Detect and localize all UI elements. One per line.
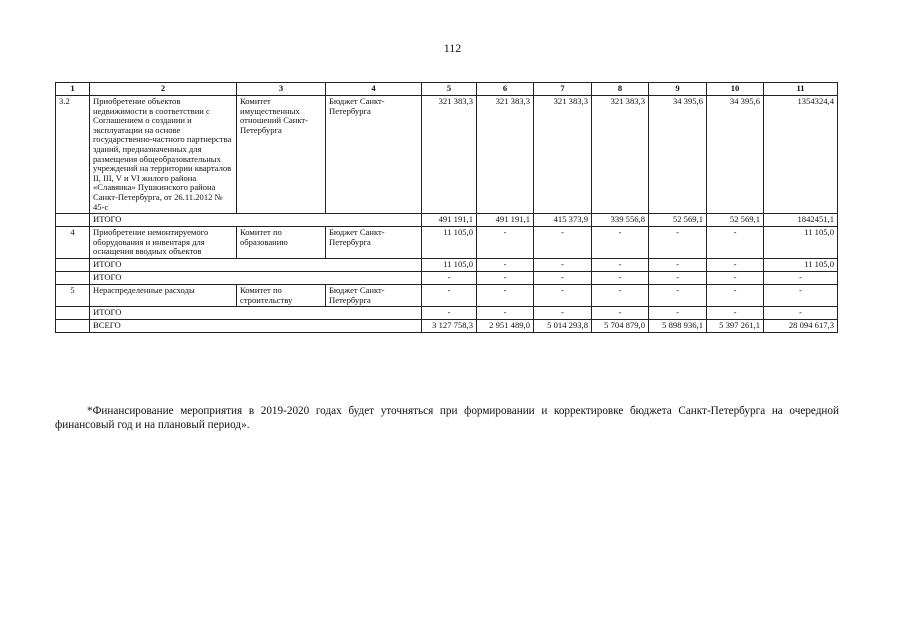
grand-total-label: ВСЕГО bbox=[90, 320, 422, 333]
table-row-total bbox=[56, 258, 838, 271]
row-number: 3.2 bbox=[56, 96, 90, 214]
value-cell: 5 704 879,0 bbox=[592, 320, 649, 333]
value-cell: - bbox=[649, 258, 707, 271]
value-cell: - bbox=[707, 271, 764, 284]
value-cell: - bbox=[649, 271, 707, 284]
value-cell: 34 395,6 bbox=[649, 96, 707, 214]
row-name: Приобретение немонтируемого оборудования и инвентаря для оснащения вводных объектов bbox=[90, 227, 237, 259]
value-cell: 11 105,0 bbox=[422, 258, 477, 271]
value-cell: - bbox=[534, 271, 592, 284]
value-cell: - bbox=[534, 284, 592, 306]
row-executor: Комитет по строительству bbox=[237, 284, 326, 306]
row-source: Бюджет Санкт-Петербурга bbox=[326, 227, 422, 259]
value-cell: 34 395,6 bbox=[707, 96, 764, 214]
row-executor: Комитет имущественных отношений Санкт-Петербурга bbox=[237, 96, 326, 214]
value-cell: - bbox=[707, 258, 764, 271]
value-cell: - bbox=[707, 227, 764, 259]
value-cell: 1842451,1 bbox=[764, 214, 838, 227]
table-row-grand-total bbox=[56, 320, 838, 333]
value-cell: - bbox=[649, 307, 707, 320]
value-cell: - bbox=[592, 271, 649, 284]
value-cell: 415 373,9 bbox=[534, 214, 592, 227]
value-cell: 1354324,4 bbox=[764, 96, 838, 214]
table-row bbox=[56, 96, 838, 214]
value-cell: - bbox=[422, 307, 477, 320]
value-cell: - bbox=[477, 307, 534, 320]
value-cell: 52 569,1 bbox=[649, 214, 707, 227]
value-cell: 52 569,1 bbox=[707, 214, 764, 227]
header-cell: 8 bbox=[592, 83, 649, 96]
value-cell: - bbox=[649, 227, 707, 259]
total-label: ИТОГО bbox=[90, 307, 422, 320]
value-cell: 28 094 617,3 bbox=[764, 320, 838, 333]
value-cell: 491 191,1 bbox=[422, 214, 477, 227]
table-row-total bbox=[56, 214, 838, 227]
footnote: *Финансирование мероприятия в 2019-2020 годах будет уточняться при формировании и корректировке бюджета Санкт-Петербурга на очередной финансовый год и на плановый период». bbox=[55, 405, 839, 431]
header-cell: 2 bbox=[90, 83, 237, 96]
value-cell: - bbox=[649, 284, 707, 306]
row-number: 5 bbox=[56, 284, 90, 306]
table-row bbox=[56, 227, 838, 259]
value-cell: - bbox=[592, 227, 649, 259]
header-cell: 3 bbox=[237, 83, 326, 96]
table-row-total bbox=[56, 307, 838, 320]
value-cell: 2 951 489,0 bbox=[477, 320, 534, 333]
table-row-total bbox=[56, 271, 838, 284]
header-cell: 5 bbox=[422, 83, 477, 96]
total-label: ИТОГО bbox=[90, 258, 422, 271]
value-cell: - bbox=[707, 284, 764, 306]
value-cell: 11 105,0 bbox=[422, 227, 477, 259]
row-name: Нераспределенные расходы bbox=[90, 284, 237, 306]
value-cell: - bbox=[592, 258, 649, 271]
row-source: Бюджет Санкт-Петербурга bbox=[326, 96, 422, 214]
row-number: 4 bbox=[56, 227, 90, 259]
value-cell: - bbox=[534, 227, 592, 259]
total-label: ИТОГО bbox=[90, 214, 422, 227]
total-label: ИТОГО bbox=[90, 271, 422, 284]
value-cell: - bbox=[477, 227, 534, 259]
header-cell: 1 bbox=[56, 83, 90, 96]
value-cell: 11 105,0 bbox=[764, 258, 838, 271]
table-header-row bbox=[56, 83, 838, 96]
value-cell: 5 898 936,1 bbox=[649, 320, 707, 333]
value-cell: - bbox=[422, 284, 477, 306]
table-row bbox=[56, 284, 838, 306]
header-cell: 7 bbox=[534, 83, 592, 96]
header-cell: 11 bbox=[764, 83, 838, 96]
value-cell: - bbox=[477, 284, 534, 306]
value-cell: 321 383,3 bbox=[477, 96, 534, 214]
value-cell: - bbox=[477, 271, 534, 284]
value-cell: - bbox=[477, 258, 534, 271]
value-cell: 339 556,8 bbox=[592, 214, 649, 227]
value-cell: 11 105,0 bbox=[764, 227, 838, 259]
value-cell: 5 014 293,8 bbox=[534, 320, 592, 333]
value-cell: - bbox=[592, 284, 649, 306]
value-cell: 321 383,3 bbox=[592, 96, 649, 214]
value-cell: - bbox=[764, 271, 838, 284]
value-cell: - bbox=[534, 258, 592, 271]
value-cell: - bbox=[422, 271, 477, 284]
value-cell: - bbox=[592, 307, 649, 320]
value-cell: - bbox=[534, 307, 592, 320]
row-executor: Комитет по образованию bbox=[237, 227, 326, 259]
header-cell: 6 bbox=[477, 83, 534, 96]
value-cell: 5 397 261,1 bbox=[707, 320, 764, 333]
value-cell: - bbox=[764, 284, 838, 306]
page-number: 112 bbox=[443, 41, 462, 55]
header-cell: 4 bbox=[326, 83, 422, 96]
row-name: Приобретение объектов недвижимости в соответствии с Соглашением о создании и эксплуатации на основе государственно-частного партнерства зданий, предназначенных для размещения общеобразовательных учреждений на территории кварталов II, III, V и VI жилого района «Славянка» Пушкинского района Санкт-Петербурга, от 26.11.2012 № 45-с bbox=[90, 96, 237, 214]
header-cell: 9 bbox=[649, 83, 707, 96]
row-source: Бюджет Санкт-Петербурга bbox=[326, 284, 422, 306]
budget-table bbox=[55, 82, 838, 333]
value-cell: - bbox=[707, 307, 764, 320]
value-cell: - bbox=[764, 307, 838, 320]
value-cell: 491 191,1 bbox=[477, 214, 534, 227]
value-cell: 3 127 758,3 bbox=[422, 320, 477, 333]
value-cell: 321 383,3 bbox=[422, 96, 477, 214]
value-cell: 321 383,3 bbox=[534, 96, 592, 214]
header-cell: 10 bbox=[707, 83, 764, 96]
